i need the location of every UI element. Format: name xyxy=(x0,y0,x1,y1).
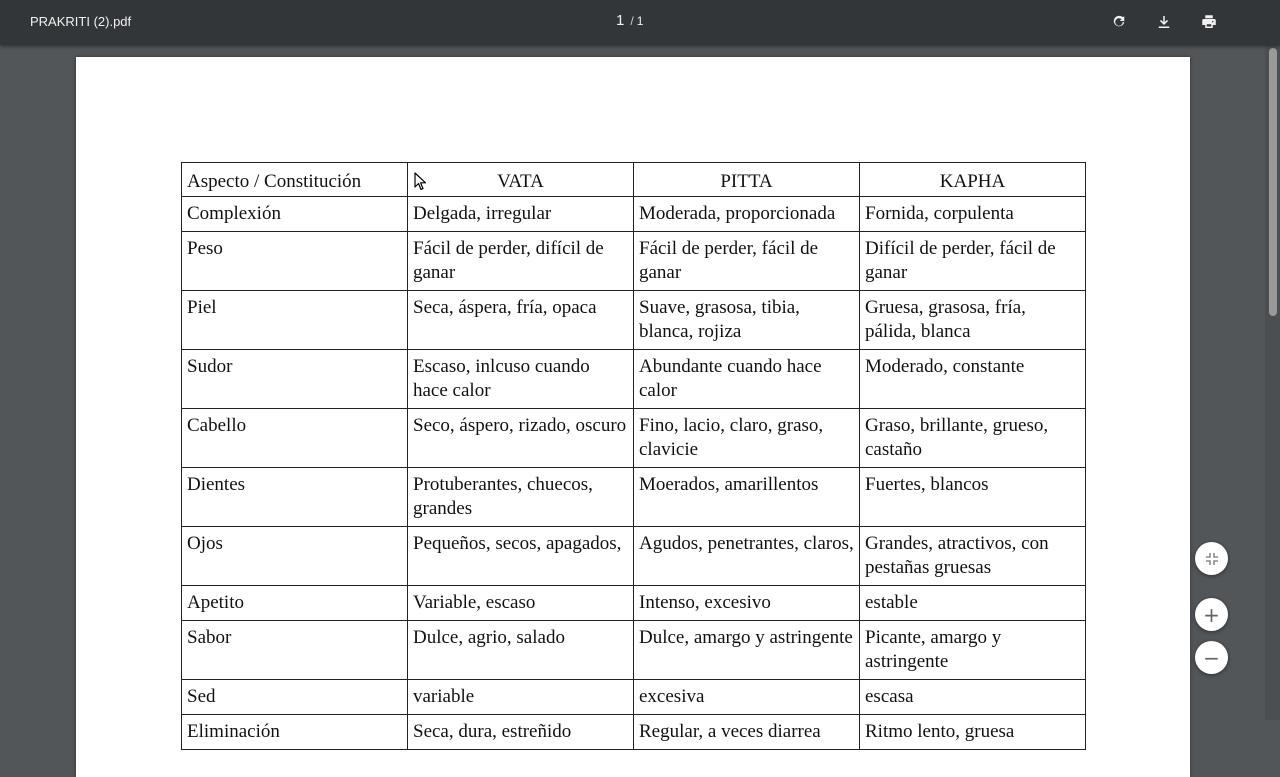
table-cell: Delgada, irregular xyxy=(408,197,634,232)
fit-to-page-icon xyxy=(1205,552,1219,566)
table-cell: Escaso, inlcuso cuando hace calor xyxy=(408,350,634,409)
print-button[interactable] xyxy=(1195,8,1223,36)
rotate-icon xyxy=(1110,13,1128,31)
table-header-row xyxy=(182,163,1086,197)
table-cell: Eliminación xyxy=(182,715,408,750)
table-cell: Sed xyxy=(182,680,408,715)
table-cell: Fácil de perder, fácil de ganar xyxy=(634,232,860,291)
table-cell: Picante, amargo y astringente xyxy=(860,621,1086,680)
prakriti-table xyxy=(181,162,1086,750)
table-row xyxy=(182,197,1086,232)
rotate-button[interactable] xyxy=(1105,8,1133,36)
table-row xyxy=(182,409,1086,468)
table-cell: Dientes xyxy=(182,468,408,527)
table-cell: Abundante cuando hace calor xyxy=(634,350,860,409)
table-row xyxy=(182,621,1086,680)
table-cell: Sudor xyxy=(182,350,408,409)
table-cell: Piel xyxy=(182,291,408,350)
fit-to-page-button[interactable] xyxy=(1195,542,1228,575)
table-cell: Variable, escaso xyxy=(408,586,634,621)
table-cell: Seca, dura, estreñido xyxy=(408,715,634,750)
table-cell: Cabello xyxy=(182,409,408,468)
table-cell: Ritmo lento, gruesa xyxy=(860,715,1086,750)
table-cell: Apetito xyxy=(182,586,408,621)
table-cell: Fornida, corpulenta xyxy=(860,197,1086,232)
table-cell: Gruesa, grasosa, fría, pálida, blanca xyxy=(860,291,1086,350)
zoom-out-button[interactable]: − xyxy=(1195,641,1228,674)
header-cell: PITTA xyxy=(634,163,860,197)
header-cell: Aspecto / Constitución xyxy=(182,163,408,197)
table-cell: Intenso, excesivo xyxy=(634,586,860,621)
table-cell: Fino, lacio, claro, graso, clavicie xyxy=(634,409,860,468)
scrollbar-thumb[interactable] xyxy=(1269,48,1277,316)
table-cell: Ojos xyxy=(182,527,408,586)
table-cell: Suave, grasosa, tibia, blanca, rojiza xyxy=(634,291,860,350)
header-cell: VATA xyxy=(408,163,634,197)
print-icon xyxy=(1200,13,1218,31)
table-row xyxy=(182,680,1086,715)
header-cell: KAPHA xyxy=(860,163,1086,197)
table-cell: variable xyxy=(408,680,634,715)
table-cell: Grandes, atractivos, con pestañas gruesas xyxy=(860,527,1086,586)
table-cell: Complexión xyxy=(182,197,408,232)
table-cell: Seca, áspera, fría, opaca xyxy=(408,291,634,350)
table-cell: Seco, áspero, rizado, oscuro xyxy=(408,409,634,468)
current-page-input[interactable]: 1 xyxy=(616,12,625,29)
table-row xyxy=(182,350,1086,409)
table-cell: Sabor xyxy=(182,621,408,680)
page-separator: / xyxy=(630,14,634,28)
table-cell: Moerados, amarillentos xyxy=(634,468,860,527)
table-row xyxy=(182,232,1086,291)
table-row xyxy=(182,527,1086,586)
total-pages: 1 xyxy=(636,14,644,28)
download-icon xyxy=(1155,13,1173,31)
pdf-toolbar xyxy=(0,0,1280,45)
zoom-in-button[interactable]: + xyxy=(1195,598,1228,631)
table-cell: Difícil de perder, fácil de ganar xyxy=(860,232,1086,291)
pdf-page xyxy=(76,57,1190,777)
table-row xyxy=(182,468,1086,527)
document-title: PRAKRITI (2).pdf xyxy=(30,14,132,29)
table-cell: Fuertes, blancos xyxy=(860,468,1086,527)
table-cell: estable xyxy=(860,586,1086,621)
table-cell: excesiva xyxy=(634,680,860,715)
table-cell: Dulce, agrio, salado xyxy=(408,621,634,680)
table-cell: Dulce, amargo y astringente xyxy=(634,621,860,680)
table-cell: Moderado, constante xyxy=(860,350,1086,409)
table-cell: Regular, a veces diarrea xyxy=(634,715,860,750)
table-row xyxy=(182,586,1086,621)
page-indicator xyxy=(616,12,643,30)
table-cell: escasa xyxy=(860,680,1086,715)
table-row xyxy=(182,291,1086,350)
table-cell: Graso, brillante, grueso, castaño xyxy=(860,409,1086,468)
table-cell: Fácil de perder, difícil de ganar xyxy=(408,232,634,291)
download-button[interactable] xyxy=(1150,8,1178,36)
table-cell: Pequeños, secos, apagados, xyxy=(408,527,634,586)
table-cell: Moderada, proporcionada xyxy=(634,197,860,232)
table-cell: Protuberantes, chuecos, grandes xyxy=(408,468,634,527)
table-cell: Peso xyxy=(182,232,408,291)
table-cell: Agudos, penetrantes, claros, xyxy=(634,527,860,586)
mouse-cursor-icon xyxy=(414,172,427,196)
